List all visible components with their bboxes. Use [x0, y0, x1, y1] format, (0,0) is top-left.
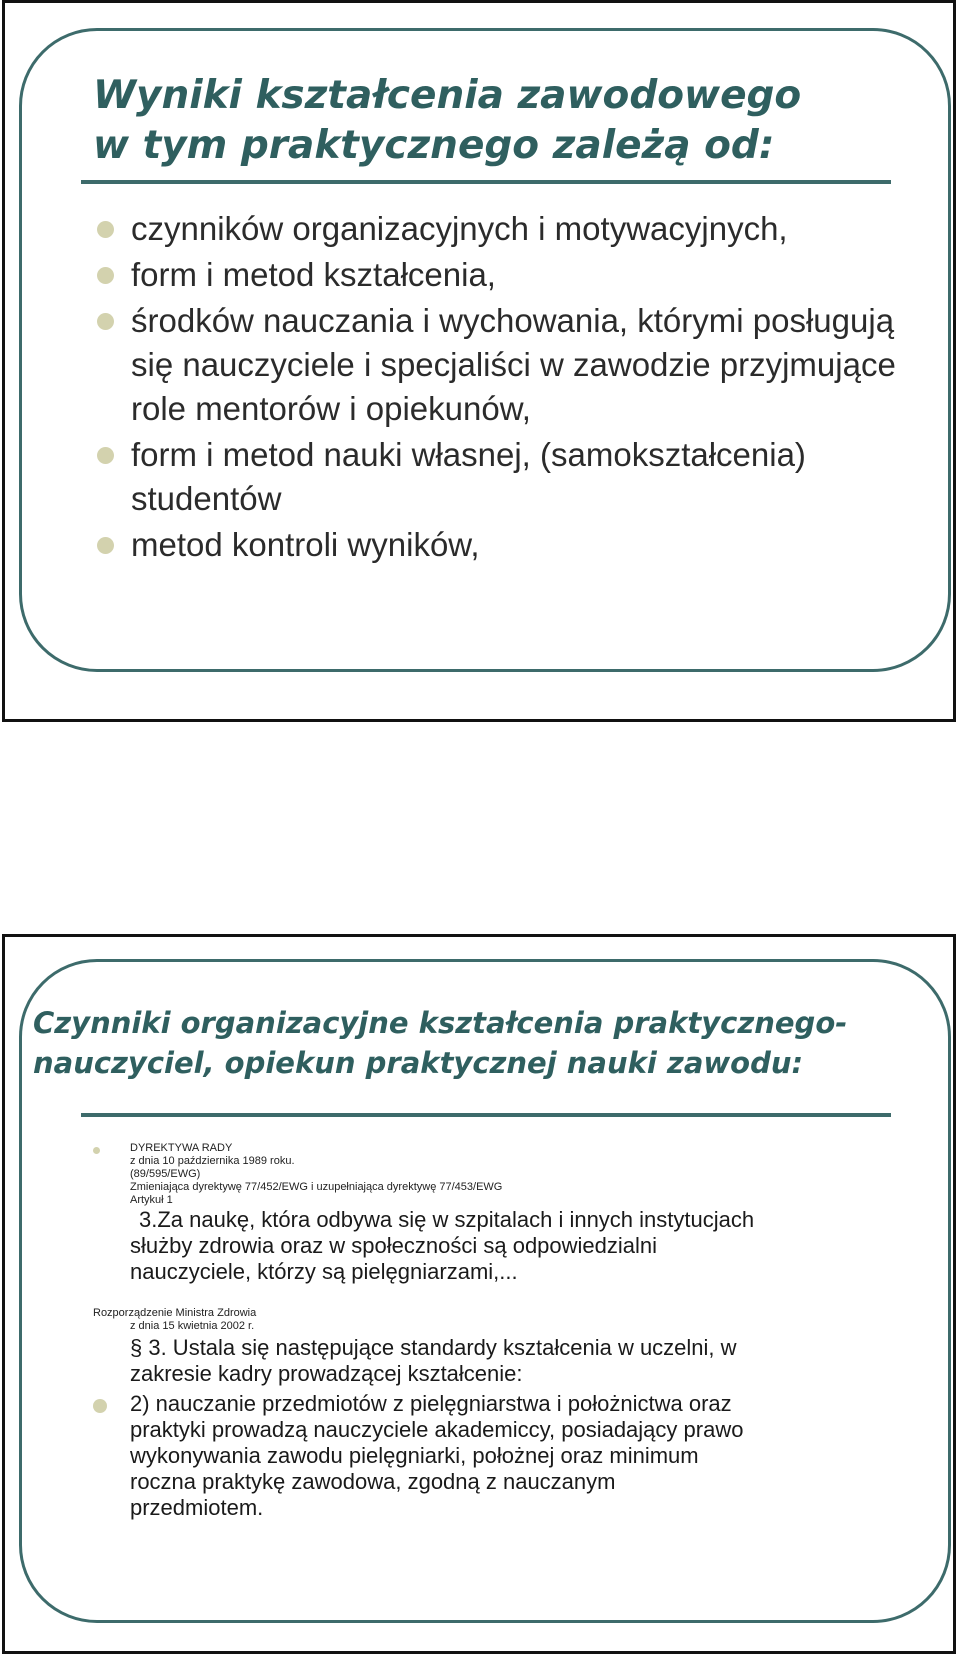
title-line: Czynniki organizacyjne kształcenia praktycznego- — [33, 1006, 848, 1040]
bullet-text: czynników organizacyjnych i motywacyjnych, — [131, 210, 788, 247]
list-item — [97, 253, 897, 297]
list-item — [97, 207, 897, 251]
directive-text-line: 3.Za naukę, która odbywa się w szpitalach i innych instytucjach — [139, 1207, 755, 1232]
directive-number: (89/595/EWG) — [130, 1168, 201, 1180]
bullet-dot-icon — [97, 267, 114, 284]
list-item — [97, 299, 897, 431]
regulation-bullet-line: wykonywania zawodu pielęgniarki, położnej oraz minimum — [130, 1443, 699, 1468]
directive-article: Artykuł 1 — [130, 1194, 173, 1206]
directive-text-line: nauczyciele, którzy są pielęgniarzami,... — [130, 1259, 518, 1284]
bullet-dot-icon — [97, 221, 114, 238]
title-line: w tym praktycznego zależą od: — [93, 123, 775, 168]
regulation-date: z dnia 15 kwietnia 2002 r. — [130, 1320, 255, 1332]
regulation-bullet-line: przedmiotem. — [130, 1495, 264, 1520]
directive-text-line: służby zdrowia oraz w społeczności są odpowiedzialni — [130, 1233, 658, 1258]
regulation-bullet-line: roczna praktykę zawodowa, zgodną z nauczanym — [130, 1469, 616, 1494]
bullet-text: środków nauczania i wychowania, którymi posługują się nauczyciele i specjaliści w zawodzie przyjmujące role mentorów i opiekunów, — [131, 302, 896, 427]
slide-title — [93, 71, 801, 171]
slide-2 — [2, 934, 956, 1654]
title-line: nauczyciel, opiekun praktycznej nauki zawodu: — [33, 1046, 804, 1080]
list-item — [97, 523, 897, 567]
regulation-section-line: zakresie kadry prowadzącej kształcenie: — [130, 1361, 523, 1386]
directive-date: z dnia 10 października 1989 roku. — [130, 1155, 295, 1167]
bullet-dot-icon — [93, 1147, 100, 1154]
bullet-text: form i metod nauki własnej, (samokształcenia) studentów — [131, 436, 806, 517]
regulation-bullet-line: 2) nauczanie przedmiotów z pielęgniarstwa i położnictwa oraz — [130, 1391, 732, 1416]
slide-title — [33, 1003, 847, 1083]
regulation-section-line: § 3. Ustala się następujące standardy kształcenia w uczelni, w — [130, 1335, 737, 1360]
directive-heading: DYREKTYWA RADY — [130, 1142, 233, 1154]
bullet-text: metod kontroli wyników, — [131, 526, 480, 563]
regulation-bullet-line: praktyki prowadzą nauczyciele akademiccy, posiadający prawo — [130, 1417, 744, 1442]
regulation-heading: Rozporządzenie Ministra Zdrowia — [93, 1307, 257, 1319]
directive-subtitle: Zmieniająca dyrektywę 77/452/EWG i uzupełniająca dyrektywę 77/453/EWG — [130, 1181, 503, 1193]
title-divider — [81, 180, 891, 184]
title-divider — [81, 1113, 891, 1117]
bullet-dot-icon — [97, 447, 114, 464]
bullet-dot-icon — [93, 1399, 107, 1413]
slide-1 — [2, 0, 956, 722]
list-item — [97, 433, 897, 521]
bullet-list — [97, 207, 897, 569]
bullet-text: form i metod kształcenia, — [131, 256, 496, 293]
bullet-dot-icon — [97, 537, 114, 554]
title-line: Wyniki kształcenia zawodowego — [93, 73, 802, 118]
bullet-dot-icon — [97, 313, 114, 330]
